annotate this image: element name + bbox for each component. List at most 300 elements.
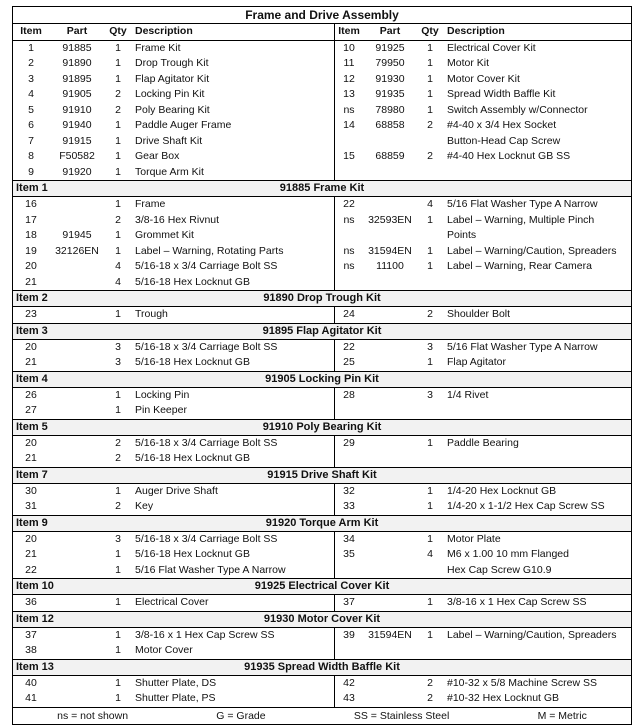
description: Motor Cover bbox=[135, 644, 193, 656]
description: Gear Box bbox=[135, 150, 180, 162]
description: #4-40 x 3/4 Hex Socket Button-Head Cap Screw bbox=[447, 119, 561, 147]
part-number: 79950 bbox=[375, 57, 405, 69]
table-row bbox=[335, 532, 631, 548]
table-row bbox=[13, 628, 334, 644]
description: Motor Plate bbox=[447, 532, 501, 545]
quantity: 1 bbox=[115, 484, 121, 497]
quantity: 1 bbox=[427, 244, 433, 257]
table-row bbox=[335, 388, 631, 404]
part-number: 91915 bbox=[62, 134, 92, 147]
kit-section-rows bbox=[13, 197, 631, 290]
kit-section-rows bbox=[13, 436, 631, 467]
item-number: 5 bbox=[28, 103, 34, 116]
item-number: 37 bbox=[25, 628, 37, 641]
item-number: 25 bbox=[343, 356, 355, 368]
part-number bbox=[363, 340, 417, 356]
table-row bbox=[13, 691, 334, 707]
part-number: 31594EN bbox=[368, 628, 412, 641]
part-number bbox=[49, 532, 105, 548]
part-number bbox=[49, 355, 105, 371]
item-number: 28 bbox=[343, 388, 355, 401]
part-number bbox=[363, 484, 417, 500]
kit-title: 91885 Frame Kit bbox=[279, 182, 365, 194]
description: Locking Pin Kit bbox=[135, 88, 205, 100]
table-row bbox=[13, 403, 334, 419]
table-row bbox=[13, 103, 334, 119]
table-row bbox=[13, 259, 334, 275]
kit-item-label: Item 12 bbox=[16, 612, 54, 625]
kit-item-label: Item 2 bbox=[16, 292, 48, 304]
part-number bbox=[49, 499, 105, 515]
quantity: 1 bbox=[427, 532, 433, 545]
kit-title: 91890 Drop Trough Kit bbox=[263, 292, 381, 304]
description: 5/16 Flat Washer Type A Narrow bbox=[447, 340, 598, 353]
quantity: 3 bbox=[115, 340, 121, 353]
table-row bbox=[335, 244, 631, 260]
quantity: 1 bbox=[427, 628, 433, 641]
kit-section-rows bbox=[13, 628, 631, 659]
description: 5/16-18 x 3/4 Carriage Bolt SS bbox=[135, 260, 278, 272]
item-number: 37 bbox=[343, 596, 355, 608]
kit-section-header bbox=[13, 515, 631, 532]
part-number bbox=[363, 547, 417, 578]
table-row bbox=[335, 691, 631, 707]
quantity: 1 bbox=[427, 596, 433, 608]
part-number bbox=[49, 691, 105, 707]
quantity: 1 bbox=[115, 563, 121, 576]
table-row bbox=[335, 103, 631, 119]
table-row bbox=[13, 547, 334, 563]
table-row bbox=[335, 307, 631, 323]
description: 5/16-18 x 3/4 Carriage Bolt SS bbox=[135, 532, 278, 545]
description: Label – Warning, Rear Camera bbox=[447, 260, 592, 272]
quantity: 1 bbox=[115, 134, 121, 147]
item-number: 22 bbox=[343, 198, 355, 210]
description: #10-32 x 5/8 Machine Screw SS bbox=[447, 676, 597, 689]
kit-item-label: Item 10 bbox=[16, 580, 54, 592]
description: 5/16-18 Hex Locknut GB bbox=[135, 275, 250, 288]
part-number bbox=[49, 676, 105, 692]
description: 3/8-16 Hex Rivnut bbox=[135, 213, 220, 226]
item-number: 38 bbox=[25, 644, 37, 656]
part-number: 32126EN bbox=[55, 244, 99, 257]
quantity: 1 bbox=[427, 103, 433, 116]
table-row bbox=[335, 499, 631, 515]
quantity: 1 bbox=[115, 548, 121, 560]
parts-table bbox=[12, 6, 632, 725]
part-number bbox=[363, 595, 417, 611]
description: Electrical Cover Kit bbox=[447, 41, 536, 54]
kit-title: 91925 Electrical Cover Kit bbox=[254, 580, 390, 592]
kit-item-label: Item 3 bbox=[16, 324, 48, 337]
item-number: 15 bbox=[343, 150, 355, 162]
kit-section-rows bbox=[13, 532, 631, 579]
quantity: 3 bbox=[427, 388, 433, 401]
table-row bbox=[335, 340, 631, 356]
item-number: 4 bbox=[28, 88, 34, 100]
quantity: 2 bbox=[115, 452, 121, 464]
quantity: 1 bbox=[115, 628, 121, 641]
description: 1/4-20 x 1-1/2 Hex Cap Screw SS bbox=[447, 500, 605, 512]
part-number bbox=[49, 197, 105, 213]
description: Label – Warning/Caution, Spreaders bbox=[447, 628, 617, 641]
table-row bbox=[13, 87, 334, 103]
table-row bbox=[335, 436, 631, 452]
description: Frame bbox=[135, 198, 166, 210]
item-number: 22 bbox=[25, 563, 37, 576]
kit-title: 91910 Poly Bearing Kit bbox=[262, 420, 382, 433]
kit-section-header bbox=[13, 180, 631, 197]
quantity: 1 bbox=[115, 198, 121, 210]
description: 5/16 Flat Washer Type A Narrow bbox=[447, 198, 598, 210]
kit-title: 91895 Flap Agitator Kit bbox=[262, 324, 382, 337]
table-row bbox=[13, 41, 334, 57]
item-number: 2 bbox=[28, 57, 34, 69]
item-number: 21 bbox=[25, 356, 37, 368]
quantity: 1 bbox=[427, 72, 433, 85]
table-row bbox=[13, 228, 334, 244]
quantity: 1 bbox=[427, 213, 433, 226]
main-assembly-rows bbox=[13, 41, 631, 181]
item-number: 27 bbox=[25, 404, 37, 416]
description: 5/16-18 Hex Locknut GB bbox=[135, 548, 250, 560]
part-number: 91895 bbox=[62, 72, 92, 85]
item-number: 1 bbox=[28, 41, 34, 54]
part-number: 32593EN bbox=[368, 213, 412, 226]
description: Label – Warning/Caution, Spreaders bbox=[447, 244, 617, 257]
quantity: 1 bbox=[427, 88, 433, 100]
col-item-header: Item bbox=[20, 25, 42, 37]
table-row bbox=[13, 499, 334, 515]
description: 5/16-18 Hex Locknut GB bbox=[135, 356, 250, 368]
quantity: 1 bbox=[115, 41, 121, 54]
kit-item-label: Item 13 bbox=[16, 660, 54, 673]
part-number bbox=[49, 547, 105, 563]
description: Trough bbox=[135, 308, 168, 320]
description: Poly Bearing Kit bbox=[135, 103, 210, 116]
quantity: 1 bbox=[115, 119, 121, 131]
item-number: 33 bbox=[343, 500, 355, 512]
kit-section-header bbox=[13, 467, 631, 484]
description: Auger Drive Shaft bbox=[135, 484, 218, 497]
item-number: 7 bbox=[28, 134, 34, 147]
part-number: 91925 bbox=[375, 41, 405, 54]
table-row bbox=[13, 134, 334, 150]
item-number: 12 bbox=[343, 72, 355, 85]
kit-title: 91920 Torque Arm Kit bbox=[265, 516, 379, 529]
column-header-row bbox=[13, 24, 631, 41]
table-row bbox=[13, 484, 334, 500]
description: Spread Width Baffle Kit bbox=[447, 88, 556, 100]
table-row bbox=[335, 149, 631, 165]
legend-entry: M = Metric bbox=[537, 709, 587, 722]
table-row bbox=[335, 87, 631, 103]
quantity: 1 bbox=[427, 500, 433, 512]
description: Shoulder Bolt bbox=[447, 308, 511, 320]
table-row bbox=[335, 484, 631, 500]
kit-title: 91905 Locking Pin Kit bbox=[265, 372, 379, 385]
table-row bbox=[335, 676, 631, 692]
description: Flap Agitator Kit bbox=[135, 72, 210, 85]
description: 5/16 Flat Washer Type A Narrow bbox=[135, 563, 286, 576]
table-row bbox=[13, 213, 334, 229]
table-row bbox=[13, 563, 334, 579]
description: 5/16-18 x 3/4 Carriage Bolt SS bbox=[135, 340, 278, 353]
table-row bbox=[13, 388, 334, 404]
quantity: 4 bbox=[427, 548, 433, 560]
part-number bbox=[49, 340, 105, 356]
table-row bbox=[13, 244, 334, 260]
table-row bbox=[13, 149, 334, 165]
kit-section-header bbox=[13, 371, 631, 388]
quantity: 1 bbox=[115, 72, 121, 85]
table-row bbox=[13, 595, 334, 611]
description: #10-32 Hex Locknut GB bbox=[447, 692, 560, 704]
kit-title: 91915 Drive Shaft Kit bbox=[267, 468, 377, 481]
description: Grommet Kit bbox=[135, 229, 194, 241]
kit-section-header bbox=[13, 419, 631, 436]
quantity: 1 bbox=[115, 404, 121, 416]
item-number: 23 bbox=[25, 308, 37, 320]
item-number: ns bbox=[343, 103, 355, 116]
item-number: 20 bbox=[25, 436, 37, 449]
table-row bbox=[335, 72, 631, 88]
quantity: 1 bbox=[115, 229, 121, 241]
table-row bbox=[13, 307, 334, 323]
item-number: 16 bbox=[25, 198, 37, 210]
table-row bbox=[13, 56, 334, 72]
item-number: 21 bbox=[25, 452, 37, 464]
part-number: 91930 bbox=[375, 72, 405, 85]
col-item-header: Item bbox=[338, 25, 360, 37]
part-number bbox=[49, 259, 105, 275]
description: Frame Kit bbox=[135, 41, 181, 54]
part-number: 91920 bbox=[62, 165, 92, 178]
col-desc-header: Description bbox=[447, 25, 505, 37]
description: 5/16-18 x 3/4 Carriage Bolt SS bbox=[135, 436, 278, 449]
quantity: 1 bbox=[115, 150, 121, 162]
table-row bbox=[335, 595, 631, 611]
description: Paddle Bearing bbox=[447, 436, 519, 449]
item-number: 20 bbox=[25, 260, 37, 272]
quantity: 1 bbox=[427, 436, 433, 449]
quantity: 1 bbox=[427, 57, 433, 69]
item-number: 10 bbox=[343, 41, 355, 54]
quantity: 2 bbox=[115, 213, 121, 226]
description: Motor Kit bbox=[447, 57, 490, 69]
legend-entry: G = Grade bbox=[216, 709, 266, 722]
table-title: Frame and Drive Assembly bbox=[13, 7, 631, 24]
part-number bbox=[49, 563, 105, 579]
quantity: 1 bbox=[115, 57, 121, 69]
item-number: 31 bbox=[25, 500, 37, 512]
quantity: 1 bbox=[427, 41, 433, 54]
kit-section-rows bbox=[13, 340, 631, 371]
item-number: ns bbox=[343, 260, 355, 272]
table-row bbox=[13, 436, 334, 452]
description: Switch Assembly w/Connector bbox=[447, 103, 588, 116]
description: Key bbox=[135, 500, 154, 512]
part-number bbox=[49, 403, 105, 419]
item-number: 41 bbox=[25, 692, 37, 704]
table-row bbox=[13, 643, 334, 659]
table-row bbox=[335, 41, 631, 57]
quantity: 3 bbox=[427, 340, 433, 353]
quantity: 2 bbox=[427, 308, 433, 320]
item-number: 20 bbox=[25, 340, 37, 353]
description: Torque Arm Kit bbox=[135, 165, 204, 178]
quantity: 4 bbox=[427, 198, 433, 210]
item-number: 32 bbox=[343, 484, 355, 497]
description: Paddle Auger Frame bbox=[135, 119, 232, 131]
item-number: 21 bbox=[25, 275, 37, 288]
item-number: 17 bbox=[25, 213, 37, 226]
kit-section-header bbox=[13, 323, 631, 340]
description: Label – Warning, Multiple Pinch Points bbox=[447, 213, 595, 241]
part-number bbox=[363, 532, 417, 548]
item-number: 18 bbox=[25, 229, 37, 241]
item-number: 21 bbox=[25, 548, 37, 560]
quantity: 2 bbox=[115, 500, 121, 512]
table-row bbox=[13, 355, 334, 371]
item-number: 11 bbox=[343, 57, 355, 69]
part-number: 91910 bbox=[62, 103, 92, 116]
item-number: 20 bbox=[25, 532, 37, 545]
quantity: 1 bbox=[115, 388, 121, 401]
item-number: 30 bbox=[25, 484, 37, 497]
quantity: 3 bbox=[115, 532, 121, 545]
part-number bbox=[363, 436, 417, 452]
quantity: 2 bbox=[427, 676, 433, 689]
part-number bbox=[49, 595, 105, 611]
part-number bbox=[49, 388, 105, 404]
quantity: 1 bbox=[115, 244, 121, 257]
quantity: 2 bbox=[427, 692, 433, 704]
description: Motor Cover Kit bbox=[447, 72, 520, 85]
quantity: 1 bbox=[427, 484, 433, 497]
item-number: 19 bbox=[25, 244, 37, 257]
quantity: 2 bbox=[427, 119, 433, 131]
part-number: 91935 bbox=[375, 88, 405, 100]
kit-section-header bbox=[13, 290, 631, 307]
quantity: 4 bbox=[115, 275, 121, 288]
table-row bbox=[13, 197, 334, 213]
kit-item-label: Item 1 bbox=[16, 182, 48, 194]
part-number bbox=[49, 213, 105, 229]
part-number bbox=[49, 484, 105, 500]
description: 1/4 Rivet bbox=[447, 388, 489, 401]
table-row bbox=[13, 72, 334, 88]
table-row bbox=[335, 259, 631, 275]
quantity: 1 bbox=[115, 308, 121, 320]
quantity: 1 bbox=[427, 260, 433, 272]
table-row bbox=[335, 56, 631, 72]
legend-entry: SS = Stainless Steel bbox=[353, 709, 450, 722]
kit-section-rows bbox=[13, 676, 631, 707]
item-number: 29 bbox=[343, 436, 355, 449]
item-number: 8 bbox=[28, 150, 34, 162]
part-number bbox=[49, 643, 105, 659]
part-number bbox=[49, 307, 105, 323]
part-number: 68859 bbox=[375, 150, 405, 162]
description: Locking Pin bbox=[135, 388, 190, 401]
part-number: F50582 bbox=[59, 150, 95, 162]
part-number bbox=[363, 691, 417, 707]
description: Label – Warning, Rotating Parts bbox=[135, 244, 284, 257]
item-number: 9 bbox=[28, 165, 34, 178]
description: 3/8-16 x 1 Hex Cap Screw SS bbox=[447, 596, 587, 608]
quantity: 1 bbox=[427, 356, 433, 368]
table-row bbox=[335, 118, 631, 149]
part-number: 11100 bbox=[376, 260, 404, 272]
item-number: 3 bbox=[28, 72, 34, 85]
description: 3/8-16 x 1 Hex Cap Screw SS bbox=[135, 628, 275, 641]
col-part-header: Part bbox=[66, 25, 88, 37]
item-number: 6 bbox=[28, 119, 34, 131]
table-row bbox=[335, 355, 631, 371]
item-number: 14 bbox=[343, 119, 355, 131]
item-number: 34 bbox=[343, 532, 355, 545]
table-row bbox=[335, 628, 631, 644]
item-number: 26 bbox=[25, 388, 37, 401]
part-number bbox=[49, 275, 105, 291]
description: Shutter Plate, PS bbox=[135, 692, 216, 704]
col-desc-header: Description bbox=[135, 25, 193, 37]
part-number: 91940 bbox=[62, 119, 92, 131]
kit-item-label: Item 7 bbox=[16, 468, 48, 481]
quantity: 1 bbox=[115, 165, 121, 178]
part-number bbox=[363, 676, 417, 692]
table-row bbox=[13, 451, 334, 467]
part-number: 68858 bbox=[375, 119, 405, 131]
quantity: 1 bbox=[115, 692, 121, 704]
description: Drive Shaft Kit bbox=[135, 134, 203, 147]
item-number: 36 bbox=[25, 596, 37, 608]
kit-item-label: Item 4 bbox=[16, 372, 48, 385]
part-number bbox=[49, 628, 105, 644]
item-number: 24 bbox=[343, 308, 355, 320]
description: M6 x 1.00 10 mm Flanged Hex Cap Screw G10.9 bbox=[447, 548, 569, 576]
legend-footer bbox=[13, 707, 631, 724]
table-row bbox=[335, 213, 631, 244]
item-number: 42 bbox=[343, 676, 355, 689]
col-qty-header: Qty bbox=[109, 25, 127, 37]
item-number: 39 bbox=[343, 628, 355, 641]
quantity: 2 bbox=[115, 103, 121, 116]
kit-section-header bbox=[13, 659, 631, 676]
kit-section-rows bbox=[13, 388, 631, 419]
part-number bbox=[363, 499, 417, 515]
kit-section-header bbox=[13, 611, 631, 628]
part-number bbox=[363, 307, 417, 323]
kit-section-header bbox=[13, 578, 631, 595]
item-number: 43 bbox=[343, 692, 355, 704]
kit-sections bbox=[13, 180, 631, 707]
quantity: 4 bbox=[115, 260, 121, 272]
description: Electrical Cover bbox=[135, 596, 209, 608]
quantity: 2 bbox=[115, 88, 121, 100]
kit-title: 91930 Motor Cover Kit bbox=[263, 612, 381, 625]
description: 5/16-18 Hex Locknut GB bbox=[135, 452, 250, 464]
kit-item-label: Item 5 bbox=[16, 420, 48, 433]
table-row bbox=[13, 676, 334, 692]
part-number bbox=[49, 436, 105, 452]
quantity: 3 bbox=[115, 356, 121, 368]
table-row bbox=[13, 165, 334, 181]
part-number bbox=[363, 197, 417, 213]
part-number: 78980 bbox=[375, 103, 405, 116]
col-qty-header: Qty bbox=[421, 25, 439, 37]
